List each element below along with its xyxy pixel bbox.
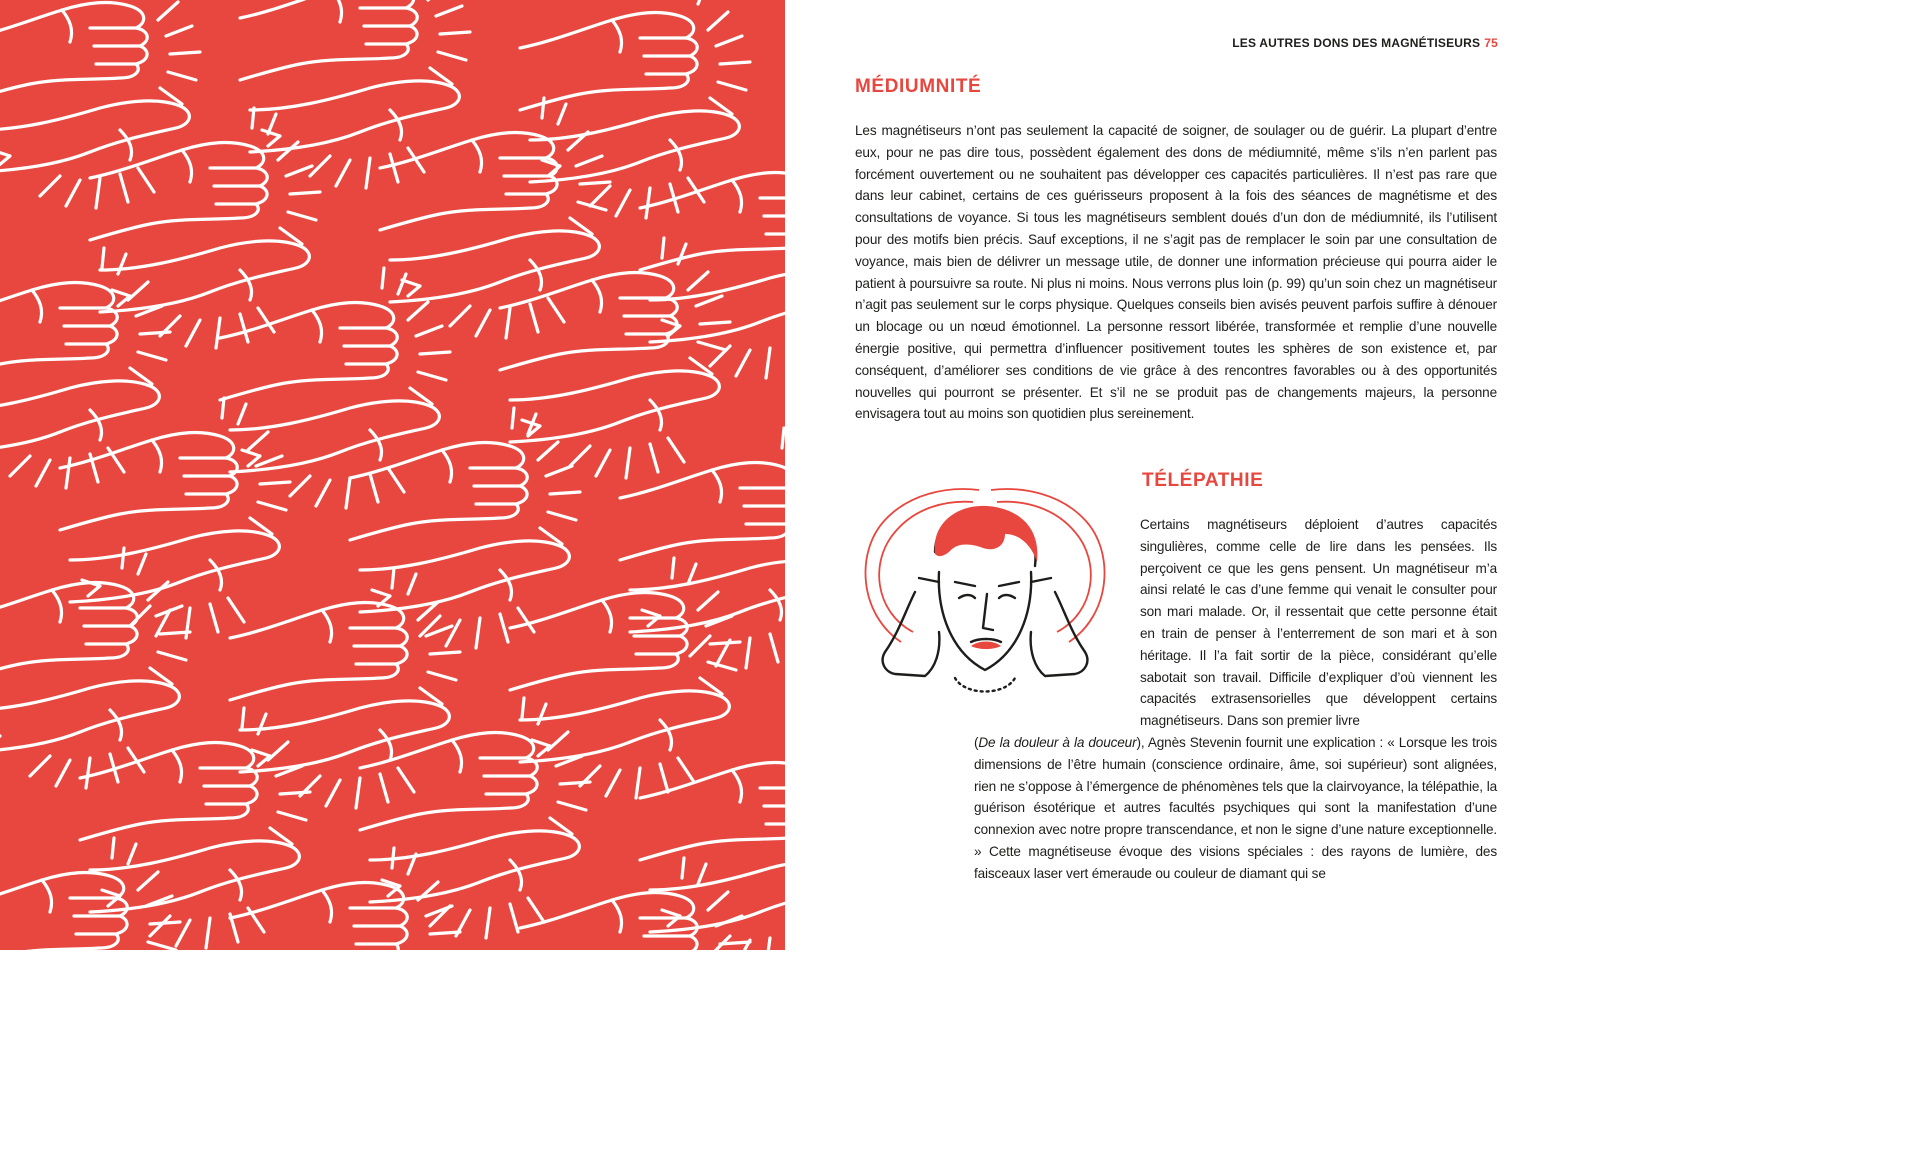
paragraph-telepathie-continuation: ), Agnès Stevenin fournit une explication : « Lorsque les trois dimensions de l’être humain (conscience ordinaire, âme, soi supérieur) sont alignées, rien ne s’oppose à l’émergence de phénomènes tels que la clairvoyance, la télépathie, la guérison ésotérique et autres facultés psychiques qui sont la manifestation d’une connexion avec notre propre transcendance, et non le signe d’une nature exceptionnelle. » Cette magnétiseuse évoque des visions spéciales : des rayons de lumière, des faisceaux laser vert émeraude ou couleur de diamant qui se bbox=[974, 735, 1497, 881]
paragraph-mediumnite: Les magnétiseurs n’ont pas seulement la capacité de soigner, de soulager ou de guérir. La plupart d’entre eux, pour ne pas dire tous, possèdent également des dons de médiumnité, même s’ils n’en parlent pas forcément ouvertement ou ne souhaitent pas développer ces capacités particulières. Il n’est pas rare que dans leur cabinet, certains de ces guérisseurs proposent à la fois des séances de magnétisme et des consultations de voyance. Si tous les magnétiseurs semblent doués d’un don de médiumnité, ils l’utilisent pour des motifs bien précis. Sauf exceptions, il ne s’agit pas de remplacer le soin par une consultation de voyance, mais bien de délivrer un message utile, de donner une information précieuse qui pourra aider le patient à poursuivre sa route. Ni plus ni moins. Nous verrons plus loin (p. 99) qu’un soin chez un magnétiseur n’agit pas seulement sur le corps physique. Quelques conseils bien avisés peuvent parfois suffire à dénouer un blocage ou un nœud émotionnel. La personne ressort libérée, transformée et remplie d’une nouvelle énergie positive, qui permettra d’influencer positivement toutes les sphères de son existence et, par conséquent, d’améliorer ses conditions de vie grâce à des rencontres favorables ou à des opportunités nouvelles qui pourront se présenter. Et s’il ne se produit pas de changements majeurs, la personne envisagera tout au moins son quotidien plus sereinement. bbox=[855, 123, 1497, 422]
hands-pattern-illustration bbox=[0, 0, 785, 950]
paragraph-telepathie-part1: Certains magnétiseurs déploient d’autres capacités singulières, comme celle de lire dans les pensées. Ils perçoivent ce que les gens pensent. Un magnétiseur m’a ainsi relaté le cas d’une femme qui venait le consulter pour son mari malade. Or, il ressentait que cette personne était en train de penser à l’enterrement de son mari et à son héritage. Il l’a fait sortir de la pièce, considérant qu’elle sabotait son travail. Difficile d’expliquer d’où viennent les capacités extrasensorielles que développent certains magnétiseurs. Dans son premier livre bbox=[1140, 517, 1497, 729]
section-title-telepathie: TÉLÉPATHIE bbox=[1142, 470, 1264, 491]
section-title-mediumnite: MÉDIUMNITÉ bbox=[855, 76, 982, 97]
paragraph-telepathie-part2: (De la douleur à la douceur), Agnès Stevenin fournit une explication : « Lorsque les trois dimensions de l’être humain (conscience ordinaire, âme, soi supérieur) sont alignées, rien ne s’oppose à l’émergence de phénomènes tels que la clairvoyance, la télépathie, la guérison ésotérique et autres facultés psychiques qui sont la manifestation d’une connexion avec notre propre transcendance, et non le signe d’une nature exceptionnelle. » Cette magnétiseuse évoque des visions spéciales : des rayons de lumière, des faisceaux laser vert émeraude ou couleur de diamant qui se bbox=[974, 735, 1497, 881]
telepathy-man-illustration bbox=[855, 482, 1115, 717]
running-header bbox=[1232, 36, 1498, 50]
running-title: LES AUTRES DONS DES MAGNÉTISEURS bbox=[1232, 36, 1481, 50]
page-number: 75 bbox=[1484, 36, 1498, 50]
book-title: De la douleur à la douceur bbox=[978, 735, 1137, 750]
